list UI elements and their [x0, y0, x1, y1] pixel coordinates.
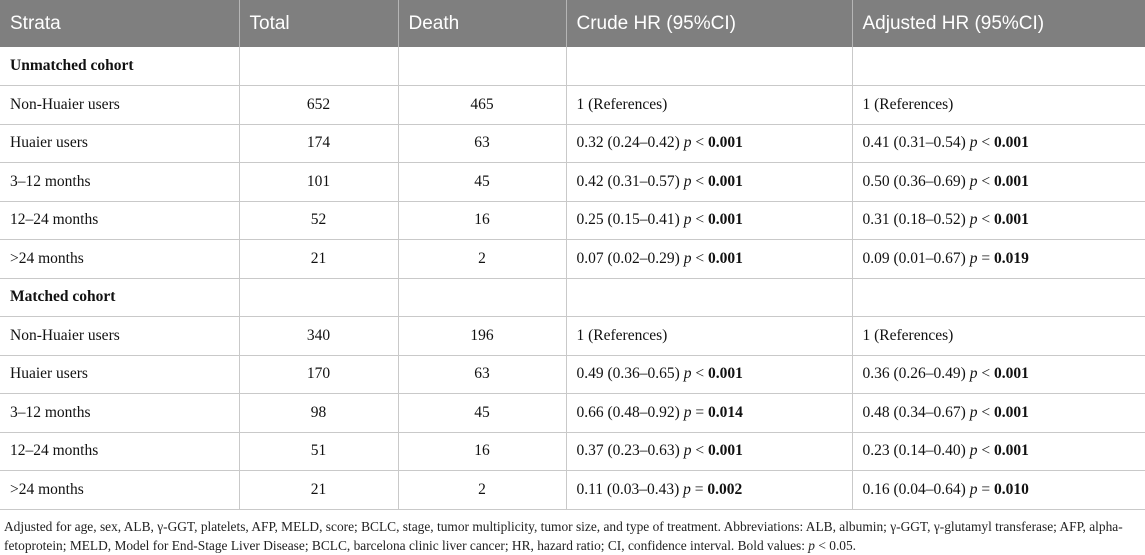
death-cell: [398, 47, 566, 86]
death-cell: 2: [398, 471, 566, 510]
p-value: 0.001: [707, 134, 743, 152]
p-symbol: p: [683, 134, 692, 152]
total-cell: 51: [239, 432, 398, 471]
hr-estimate: 0.41 (0.31–0.54): [862, 134, 966, 152]
total-cell: [239, 47, 398, 86]
death-cell: 465: [398, 86, 566, 125]
p-symbol: p: [969, 403, 978, 421]
adjusted-hr-cell: [852, 432, 1145, 471]
p-operator: <: [691, 365, 708, 383]
table-footnote: [0, 510, 1145, 555]
hr-estimate: 0.11 (0.03–0.43): [576, 480, 680, 498]
p-operator: <: [977, 211, 994, 229]
p-value: 0.001: [707, 172, 743, 190]
p-value: 0.001: [707, 211, 743, 229]
total-cell: 101: [239, 163, 398, 202]
p-value: 0.002: [707, 480, 743, 498]
p-value: 0.001: [707, 249, 743, 267]
hr-estimate: 0.16 (0.04–0.64): [862, 480, 966, 498]
hr-estimate: 0.42 (0.31–0.57): [576, 172, 680, 190]
strata-cell: Huaier users: [0, 124, 239, 163]
crude-hr-cell: [566, 355, 852, 394]
p-symbol: p: [683, 365, 692, 383]
hr-estimate: 0.07 (0.02–0.29): [576, 249, 680, 267]
p-value: 0.010: [993, 480, 1029, 498]
total-cell: 21: [239, 471, 398, 510]
adjusted-hr-cell: [852, 471, 1145, 510]
p-symbol: p: [969, 249, 978, 267]
death-cell: 45: [398, 394, 566, 433]
hr-estimate: 0.32 (0.24–0.42): [576, 134, 680, 152]
p-value: 0.001: [993, 365, 1029, 383]
hr-estimate: 0.25 (0.15–0.41): [576, 211, 680, 229]
table-row: [0, 355, 1145, 394]
death-cell: 45: [398, 163, 566, 202]
footnote-main: Adjusted for age, sex, ALB, γ-GGT, platelets, AFP, MELD, score; BCLC, stage, tumor multiplicity, tumor size, and type of treatment. Abbreviations: ALB, albumin; γ-GGT, γ-glutamyl transferase; AFP, alpha-fetoprotein; MELD, Model for End-Stage Liver Disease; BCLC, barcelona clinic liver cancer; HR, hazard ratio; CI, confidence interval. Bold values:: [4, 518, 1123, 553]
p-symbol: p: [683, 480, 691, 498]
section-label: Matched cohort: [0, 278, 239, 317]
death-cell: 196: [398, 317, 566, 356]
total-cell: 340: [239, 317, 398, 356]
p-value: 0.001: [707, 442, 743, 460]
p-operator: <: [977, 134, 994, 152]
header-strata: Strata: [0, 0, 239, 47]
strata-cell: 12–24 months: [0, 201, 239, 240]
total-cell: 652: [239, 86, 398, 125]
hr-reference: 1 (References): [576, 95, 668, 113]
section-row: [0, 47, 1145, 86]
p-value: 0.001: [993, 172, 1029, 190]
footnote-p-symbol: p: [808, 537, 815, 553]
p-value: 0.014: [707, 403, 743, 421]
crude-hr-cell: [566, 86, 852, 125]
p-operator: <: [977, 172, 994, 190]
p-value: 0.001: [993, 442, 1029, 460]
crude-hr-cell: [566, 471, 852, 510]
header-crude-hr: Crude HR (95%CI): [566, 0, 852, 47]
footnote-tail: < 0.05.: [815, 537, 857, 553]
p-value: 0.001: [993, 134, 1029, 152]
p-operator: =: [690, 480, 708, 498]
hr-estimate: 0.66 (0.48–0.92): [576, 403, 680, 421]
p-symbol: p: [969, 211, 978, 229]
hr-reference: 1 (References): [576, 326, 668, 344]
table-row: [0, 163, 1145, 202]
adjusted-hr-cell: [852, 201, 1145, 240]
crude-hr-cell: [566, 240, 852, 279]
total-cell: 174: [239, 124, 398, 163]
strata-cell: 12–24 months: [0, 432, 239, 471]
hr-estimate: 0.49 (0.36–0.65): [576, 365, 680, 383]
table-body: [0, 47, 1145, 509]
p-operator: =: [977, 249, 994, 267]
crude-hr-cell: [566, 432, 852, 471]
adjusted-hr-cell: [852, 86, 1145, 125]
p-operator: =: [977, 480, 994, 498]
strata-cell: Non-Huaier users: [0, 86, 239, 125]
death-cell: 16: [398, 201, 566, 240]
strata-cell: Non-Huaier users: [0, 317, 239, 356]
strata-cell: >24 months: [0, 240, 239, 279]
p-value: 0.019: [993, 249, 1029, 267]
section-label: Unmatched cohort: [0, 47, 239, 86]
hr-reference: 1 (References): [862, 326, 954, 344]
p-operator: <: [977, 365, 994, 383]
strata-cell: Huaier users: [0, 355, 239, 394]
total-cell: [239, 278, 398, 317]
death-cell: 16: [398, 432, 566, 471]
p-symbol: p: [683, 442, 692, 460]
adjusted-hr-cell: [852, 240, 1145, 279]
strata-cell: >24 months: [0, 471, 239, 510]
table-row: [0, 86, 1145, 125]
p-operator: <: [977, 403, 994, 421]
crude-hr-cell: [566, 47, 852, 86]
death-cell: 2: [398, 240, 566, 279]
header-adjusted-hr: Adjusted HR (95%CI): [852, 0, 1145, 47]
p-operator: <: [691, 172, 708, 190]
crude-hr-cell: [566, 278, 852, 317]
crude-hr-cell: [566, 124, 852, 163]
adjusted-hr-cell: [852, 47, 1145, 86]
p-symbol: p: [969, 480, 978, 498]
p-symbol: p: [683, 172, 692, 190]
crude-hr-cell: [566, 201, 852, 240]
hr-estimate: 0.23 (0.14–0.40): [862, 442, 966, 460]
adjusted-hr-cell: [852, 163, 1145, 202]
p-operator: <: [691, 134, 708, 152]
table-row: [0, 471, 1145, 510]
table-row: [0, 432, 1145, 471]
table-row: [0, 124, 1145, 163]
p-symbol: p: [683, 403, 692, 421]
p-value: 0.001: [707, 365, 743, 383]
p-symbol: p: [683, 211, 692, 229]
hr-estimate: 0.31 (0.18–0.52): [862, 211, 966, 229]
section-row: [0, 278, 1145, 317]
p-operator: <: [691, 211, 708, 229]
adjusted-hr-cell: [852, 124, 1145, 163]
p-operator: <: [691, 442, 708, 460]
p-symbol: p: [683, 249, 692, 267]
p-value: 0.001: [993, 403, 1029, 421]
hr-reference: 1 (References): [862, 95, 954, 113]
hr-estimate: 0.48 (0.34–0.67): [862, 403, 966, 421]
table-row: [0, 201, 1145, 240]
adjusted-hr-cell: [852, 394, 1145, 433]
total-cell: 21: [239, 240, 398, 279]
p-symbol: p: [969, 365, 978, 383]
p-symbol: p: [969, 172, 978, 190]
p-symbol: p: [969, 442, 978, 460]
header-death: Death: [398, 0, 566, 47]
hr-estimate: 0.50 (0.36–0.69): [862, 172, 966, 190]
adjusted-hr-cell: [852, 355, 1145, 394]
strata-cell: 3–12 months: [0, 163, 239, 202]
p-operator: <: [691, 249, 708, 267]
hr-estimate: 0.36 (0.26–0.49): [862, 365, 966, 383]
death-cell: [398, 278, 566, 317]
total-cell: 52: [239, 201, 398, 240]
p-value: 0.001: [993, 211, 1029, 229]
crude-hr-cell: [566, 394, 852, 433]
adjusted-hr-cell: [852, 278, 1145, 317]
total-cell: 170: [239, 355, 398, 394]
hr-estimate: 0.09 (0.01–0.67): [862, 249, 966, 267]
crude-hr-cell: [566, 317, 852, 356]
death-cell: 63: [398, 124, 566, 163]
adjusted-hr-cell: [852, 317, 1145, 356]
table-row: [0, 394, 1145, 433]
p-operator: <: [977, 442, 994, 460]
total-cell: 98: [239, 394, 398, 433]
table-row: [0, 240, 1145, 279]
strata-cell: 3–12 months: [0, 394, 239, 433]
header-total: Total: [239, 0, 398, 47]
table-header-row: [0, 0, 1145, 47]
p-symbol: p: [969, 134, 978, 152]
hr-estimate: 0.37 (0.23–0.63): [576, 442, 680, 460]
death-cell: 63: [398, 355, 566, 394]
crude-hr-cell: [566, 163, 852, 202]
p-operator: =: [691, 403, 708, 421]
table-row: [0, 317, 1145, 356]
